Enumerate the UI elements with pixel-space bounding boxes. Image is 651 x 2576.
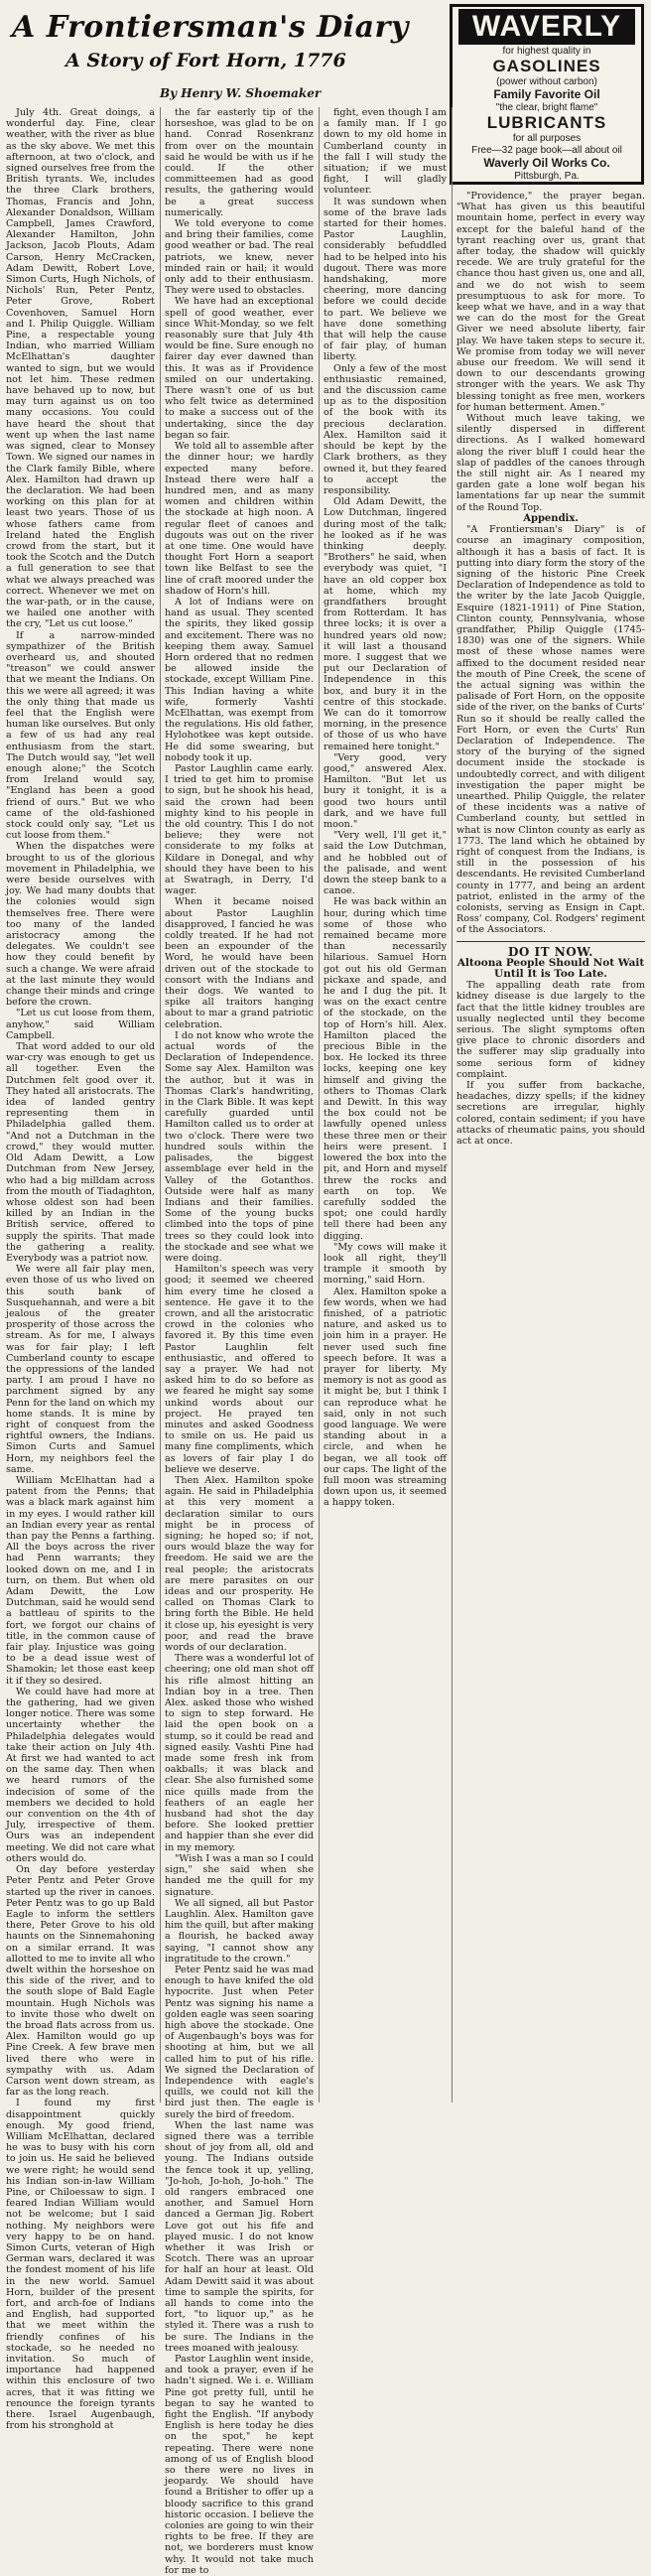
article-subtitle: A Story of Fort Horn, 1776 [65, 50, 346, 71]
paragraph: The appalling death rate from kidney disease is due largely to the fact that the little kidney troubles are usually neglected until they become serious. The slight symptoms often give place to chronic disorders and the sufferer may slip gradually into some serious form of kidney complaint. [456, 980, 645, 1080]
article-title: A Frontiersman's Diary [12, 10, 409, 45]
waverly-oil-advertisement [450, 4, 644, 185]
paragraph: When the dispatches were brought to us of the glorious movement in Philadelphia, we were beside ourselves with joy. We had many doubts that the colonies would sign themselves free. There were too many of the landed aristocracy among the delegates. We couldn't see how they could benefit by such a change. We were afraid at the last minute they would change their minds and cringe before the crown. [6, 841, 155, 1009]
paragraph: That word added to our old war-cry was enough to get us all together. Even the Dutchmen felt good over it. They hated all aristocrats. The idea of landed gentry representing them in Philadelphia galled them. "And not a Dutchman in the crowd," they would mutter. Old Adam Dewitt, a Low Dutchman from New Jersey, who had a big milldam across from the mouth of Tiadaghton, whose oldest son had been killed by an Indian in the British service, offered to supply the spirits. That made the gathering a reality. Everybody was a patriot now. [6, 1041, 155, 1264]
divider [456, 941, 645, 942]
paragraph: It was sundown when some of the brave lads started for their homes. Pastor Laughlin, considerably befuddled had to be helped into his dugout. There was more handshaking, more cheering, more dancing before we could decide to part. We believe we have done something that will help the cause of fair play, of human liberty. [324, 196, 447, 363]
paragraph: William McElhattan had a patent from the Penns; that was a black mark against him in my eyes. I would rather kill an Indian every year as rental than pay the Penns a farthing. All the boys across the river had Penn warrants; they looked down on me, and I in turn, on them. But when old Adam Dewitt, the Low Dutchman, said he would send a battleau of spirits to the fort, we forgot our chains of title, in the common cause of fair play. Injustice was going to be a dead issue west of Shamokin; let those east keep it if they so desired. [6, 1474, 155, 1687]
paragraph: "Let us cut loose from them, anyhow," said William Campbell. [6, 1008, 155, 1041]
paragraph: Pastor Laughlin came early. I tried to get him to promise to sign, but he shook his head, said the crown had been mighty kind to his people in the old country. This I do not believe; they were not considerate to my folks at Kildare in Donegal, and why should they have been to his at Swatragh, in Derry, I'd wager. [165, 762, 314, 897]
paragraph: "Providence," the prayer began. "What has given us this beautiful mountain home, perfect in every way except for the baleful hand of the tyrant reaching over us, grant that after today, the shadow will quickly recede. We are truly grateful for the chance thou hast given us, one and all, and we do not wish to seem presumptuous to ask for more. To keep what we have, and in a way that we can do the most for the Great Giver we need absolute liberty, fair play. We have taken steps to secure it. We promise from today we will never abuse our freedom. We will send it down to our descendants growing stronger with the years. We ask Thy blessing tonight as free men, workers for human betterment. Amen." [456, 191, 645, 413]
ad-product-lubricants: LUBRICANTS [486, 113, 607, 132]
ad-line-6: Free—32 page book—all about oil [471, 145, 622, 156]
paragraph: We told all to assemble after the dinner hour; we hardly expected many before. Instead there were half a hundred men, and as many women and children within the stockade at high noon. A regular fleet of canoes and dugouts was out on the river at one time. One would have thought Fort Horn a seaport town like Belfast to see the line of craft moored under the shadow of Horn's hill. [165, 441, 314, 597]
paragraph: A lot of Indians were on hand as usual. They scented the spirits, they liked gossip and excitement. There was no keeping them away. Samuel Horn ordered that no redmen be allowed inside the stockade, except William Pine. This Indian having a white wife, formerly Vashti McElhattan, was exempt from the regulations. His old father, Hylohotkee was kept outside. He did some swearing, but nobody took it up. [165, 596, 314, 763]
ad-city: Pittsburgh, Pa. [514, 171, 580, 182]
paragraph: Alex. Hamilton spoke a few words, when we had finished, of a patriotic nature, and asked us to join him in a prayer. He never used such fine speech before. It was a prayer for liberty. My memory is not as good as it might be, but I think I can reproduce what he said, only in not such good language. We were standing about in a circle, and when he began, we all took off our caps. The light of the full moon was streaming down upon us, it seemed a happy token. [324, 1286, 447, 1509]
paragraph: We could have had more at the gathering, had we given longer notice. There was some uncertainty whether the Philadelphia delegates would take their action on July 4th. At first we had wanted to act on the same day. Then when we heard rumors of the indecision of some of the members we decided to hold our convention on the 4th of July, irrespective of them. Ours was an independent meeting. We did not care what others would do. [6, 1686, 155, 1864]
paragraph: We have had an exceptional spell of good weather, ever since Whit-Monday, so we felt reasonably sure that July 4th would be fine. Sure enough no fairer day ever dawned than this. It was as if Providence smiled on our undertaking. There wasn't one of us but who felt twice as determined to make a success out of the undertaking, since the day began so fair. [165, 296, 314, 441]
ad-line-1: for highest quality in [502, 46, 591, 57]
paragraph: He was back within an hour, during which time some of those who remained became more than necessarily hilarious. Samuel Horn got out his old German pickaxe and spade, and he and I dug the pit. It was on the exact centre of the stockade, on the top of Horn's hill. Alex. Hamilton placed the precious Bible in the box. He locked its three locks, keeping one key himself and giving the others to Thomas Clark and Dewitt. In this way the box could not be lawfully opened unless these three men or their heirs were present. I lowered the box into the pit, and Horn and myself threw the rocks and earth on top. We carefully sodded the spot; one could hardly tell there had been any digging. [324, 896, 447, 1242]
paragraph: We all signed, all but Pastor Laughlin. Alex. Hamilton gave him the quill, but after making a flourish, he backed away saying, "I cannot show any ingratitude to the crown." [165, 1897, 314, 1965]
paragraph: We told everyone to come and bring their families, come good weather or bad. The real patriots, we knew, never minded rain or hail; it would only add to their enthusiasm. They were used to obstacles. [165, 218, 314, 297]
paragraph: Then Alex. Hamilton spoke again. He said in Philadelphia at this very moment a declaration similar to ours might be in process of signing; he hoped so; if not, ours would blaze the way for freedom. He said we are the real people; the aristocrats are mere parasites on our ideas and our prosperity. He called on Thomas Clark to bring forth the Bible. He held it close up, his eyesight is very poor, and read the brave words of our declaration. [165, 1474, 314, 1654]
article-header [6, 6, 447, 101]
paragraph: When it became noised about Pastor Laughlin disapproved, I fancied he was coldly treated. If he had not been an expounder of the Word, he would have been driven out of the stockade to consort with the Indians and their dogs. We wanted to spike all traitors hanging about to mar a grand patriotic celebration. [165, 896, 314, 1030]
paragraph: fight, even though I am a family man. If I go down to my old home in Cumberland county in the fall I will study the situation; if we must fight, I will gladly volunteer. [324, 107, 447, 197]
ad-company: Waverly Oil Works Co. [483, 156, 610, 170]
notice-subheading: Altoona People Should Not Wait Until It is Too Late. [456, 956, 645, 981]
paragraph: "Very well, I'll get it," said the Low Dutchman, and he hobbled out of the palisade, and went down the steep bank to a canoe. [324, 830, 447, 897]
paragraph: the far easterly tip of the horseshoe, was glad to be on hand. Conrad Rosenkranz from over on the mountain said he would be with us if he could. If the other committeemen had as good results, the gathering would be a great success numerically. [165, 107, 314, 218]
paragraph: Peter Pentz said he was mad enough to have knifed the old hypocrite. Just when Peter Pentz was signing his name a golden eagle was seen soaring high above the stockade. One of Augenbaugh's boys was for shooting at him, but we all called him to put of his rifle. We signed the Declaration of Independence with eagle's quills, we could not kill the bird just then. The eagle is surely the bird of freedom. [165, 1964, 314, 2120]
paragraph: "My cows will make it look all right, they'll trample it smooth by morning," said Horn. [324, 1241, 447, 1287]
text-column-4 [456, 191, 645, 2102]
paragraph: There was a wonderful lot of cheering; one old man shot off his rifle almost hitting an Indian boy in a tree. Then Alex. asked those who wished to sign to step forward. He laid the open book on a stump, so it could be read and signed easily. Vashti Pine had made some fresh ink from oakballs; it was black and clear. She also furnished some nice quills made from the feathers of an eagle her husband had shot the day before. She looked prettier and happier than she ever did in my memory. [165, 1653, 314, 1853]
ad-line-4: "the clear, bright flame" [495, 102, 598, 113]
paragraph: July 4th. Great doings, a wonderful day. Fine, clear weather, with the river as blue as the sky above. We met this afternoon, at two o'clock, and signed ourselves free from the British tyrants. We, includes the three Clark brothers, Thomas, Francis and John, Alexander Donaldson, William Campbell, James Crawford, Alexander Hamilton, John Jackson, Jacob Plouts, Adam Carson, Henry McCracken, Adam Dewitt, Robert Love, Simon Curts, Hugh Nichols, of Nichols' Run, Peter Pentz, Peter Grove, Robert Covenhoven, Samuel Horn and I. Philip Quiggle. William Pine, a respectable young Indian, who married William McElhattan's daughter wanted to sign, but we would not let him. These redmen have behaved up to now, but may turn against us on too many occasions. You could have heard the shout that went up when the last name was signed, clear to Monsey Town. We signed our names in the Clark family Bible, where Alex. Hamilton had drawn up the declaration. We had been working on this plan for at least two years. Those of us whose fathers came from Ireland hated the English crowd from the start, but it took the Scotch and the Dutch a full generation to see that what we always preached was correct. Whenever we met on the war-path, or in the cause, we hailed one another with the cry, "Let us cut loose." [6, 107, 155, 630]
column-rule [160, 107, 161, 2102]
ad-line-2: (power without carbon) [496, 76, 597, 87]
ad-line-3: Family Favorite Oil [493, 87, 600, 101]
ad-brand: WAVERLY [458, 9, 635, 45]
paragraph: Old Adam Dewitt, the Low Dutchman, lingered during most of the talk; he looked as if he was thinking deeply. "Brothers" he said, when everybody was quiet, "I have an old copper box at home, which my grandfathers brought from Rotterdam. It has three locks; it is over a hundred years old now; it will last a thousand more. I suggest that we put our Declaration of Independence in this box, and bury it in the centre of this stockade. We can do it tomorrow morning, in the presence of those of us who have remained here tonight." [324, 496, 447, 752]
notice-heading: DO IT NOW. [508, 944, 593, 959]
text-column-1 [6, 107, 155, 2432]
article-byline: By Henry W. Shoemaker [160, 86, 322, 100]
text-column-2 [165, 107, 315, 2576]
paragraph: We were all fair play men, even those of us who lived on this south bank of Susquehannah, and were a bit jealous of the greater prosperity of those across the stream. As for me, I always was for fair play; I left Cumberland county to escape the oppressions of the landed party. I am proud I have no parchment signed by any Penn for the land on which my home stands. It is mine by right of conquest from the rightful owners, the Indians. Simon Curts and Samuel Horn, my neighbors feel the same. [6, 1264, 155, 1475]
paragraph: Only a few of the most enthusiastic remained, and the discussion came up as to the disposition of the book with its precious declaration. Alex. Hamilton said it should be kept by the Clark brothers, as they owned it, but they feared to accept the responsibility. [324, 362, 447, 496]
paragraph: Hamilton's speech was very good; it seemed we cheered him every time he closed a sentence. He gave it to the crown, and all the aristocratic crowd in the colonies who favored it. By this time even Pastor Laughlin felt enthusiastic, and offered to say a prayer. We had not asked him to do so before as we feared he might say some unkind words about our project. He prayed ten minutes and asked Goodness to smile on us. He paid us many fine compliments, which as lovers of fair play I do believe we deserve. [165, 1264, 314, 1475]
ad-product-gasolines: GASOLINES [492, 57, 601, 75]
paragraph: I do not know who wrote the actual words of the Declaration of Independence. Some say Alex. Hamilton was the author, but it was in Thomas Clark's handwriting, in the Clark Bible. It was kept carefully guarded until Hamilton called us to order at two o'clock. There were two hundred souls within the palisades, the biggest assemblage ever held in the Valley of the Gotanthos. Outside were half as many Indians and their families. Some of the young bucks climbed into the tops of pine trees so they could look into the stockade and see what we were doing. [165, 1029, 314, 1264]
paragraph: When the last name was signed there was a terrible shout of joy from all, old and young. The Indians outside the fence took it up, yelling, "Jo-hoh, Jo-hoh, Jo-hoh." The old rangers embraced one another, and Samuel Horn danced a German Jig. Robert Love got out his fife and played music. I do not know whether it was Irish or Scotch. There was an uproar for half an hour at least. Old Adam Dewitt said it was about time to sample the spirits, for all hands to come into the fort, "to liquor up," as he styled it. There was a rush to be sure. The Indians in the trees moaned with jealousy. [165, 2119, 314, 2354]
text-column-3 [324, 107, 447, 2102]
column-rule [319, 107, 320, 2102]
paragraph: "Very good, very good," answered Alex. Hamilton. "But let us bury it tonight, it is a good two hours until dark, and we have full moon." [324, 751, 447, 830]
paragraph: On day before yesterday Peter Pentz and Peter Grove started up the river in canoes. Peter Pentz was to go up Bald Eagle to inform the settlers there, Peter Grove to his old haunts on the Sinnemahoning on a similar errand. It was allotted to me to invite all who dwelt within the horseshoe on this side of the river, and to the south slope of Bald Eagle mountain. Hugh Nichols was to invite those who dwelt on the broad flats across from us. Alex. Hamilton would go up Pine Creek. A few brave men lived there who were in sympathy with us. Adam Carson went down stream, as far as the long reach. [6, 1864, 155, 2099]
paragraph: Pastor Laughlin went inside, and took a prayer, even if he hadn't signed. We i. e. William Pine got pretty full, until he began to say he wanted to fight the English. "If anybody English is here today he dies on the spot," he kept repeating. There were none among of us of English blood so there were no lives in jeopardy. We should have found a Britisher to offer up a bloody sacrifice to this grand historic occasion. I believe the colonies are going to win their rights to be free. If they are not, we borderers must know why. It would not take much for me to [165, 2354, 314, 2576]
paragraph: "A Frontiersman's Diary" is of course an imaginary composition, although it has a basis of fact. It is putting into diary form the story of the signing of the historic Pine Creek Declaration of Independence as told to the writer by the late Jacob Quiggle, Esquire (1821-1911) of Pine Station, Clinton county, Pennsylvania, whose grandfather, Philip Quiggle (1745-1830) was one of the signers. While most of these whose names were affixed to the document resided near the mouth of Pine Creek, the scene of the actual signing was within the palisade of Fort Horn, on the opposite side of the river, on the banks of Curts' Run so it should be really called the Fort Horn, or even the Curts' Run Declaration of Independence. The story of the burying of the signed document inside the stockade is undoubtedly correct, and with diligent investigation the paper might be unearthed. Philip Quiggle, the relater of these incidents was a native of Cumberland county, but settled in what is now Clinton county as early as 1773. The land which he obtained by right of conquest from the Indians, is still in the possession of his descendants. He revisited Cumberland county in 1777, and being an ardent patriot, enlisted in the army of the colonists, serving as Ensign in Capt. Ross' company, Col. Rodgers' regiment of the Associators. [456, 524, 645, 936]
ad-line-5: for all purposes [512, 133, 582, 144]
paragraph: If you suffer from backache, headaches, dizzy spells; if the kidney secretions are irregular, highly colored, contain sediment; if you have attacks of rheumatic pains, you should act at once. [456, 1080, 645, 1148]
paragraph: Without much leave taking, we silently dispersed in different directions. As I walked homeward along the river bluff I could hear the slap of paddles of the canoes through the still night air. As I neared my garden gate a lone wolf began his lamentations far up near the summit of the Round Top. [456, 413, 645, 513]
column-rule [452, 107, 453, 2102]
paragraph: I found my first disappointment quickly enough. My good friend, William McElhattan, declared he was to busy with his corn to join us. He said he believed we were right; he would send his Indian son-in-law William Pine, or Chiloessaw to sign. I feared Indian William would not be welcome; but I said nothing. My neighbors were very happy to be on hand. Simon Curts, veteran of High German wars, declared it was the fondest moment of his life in the new world. Samuel Horn, builder of the present fort, and arch-foe of Indians and English, had supported that we meet within the friendly confines of his stockade, so he needed no invitation. So much of importance had happened within this enclosure of two acres, that it was fitting we renounce the foreign tyrants there. Israel Augenbaugh, from his stronghold at [6, 2098, 155, 2432]
appendix-heading: Appendix. [523, 512, 579, 524]
paragraph: If a narrow-minded sympathizer of the British overheard us, and shouted "treason" we could answer that we meant the Indians. On this we were all agreed; it was the only thing that made us feel that the English were human like ourselves. But only a few of us had any real enthusiasm from the start. The Dutch would say, "let well enough alone;" the Scotch from Ireland would say, "England has been a good friend of ours." But we who came of the old-fashioned stock could only say, "Let us cut loose from them." [6, 629, 155, 842]
paragraph: "Wish I was a man so I could sign," she said when she handed me the quill for my signature. [165, 1852, 315, 1898]
